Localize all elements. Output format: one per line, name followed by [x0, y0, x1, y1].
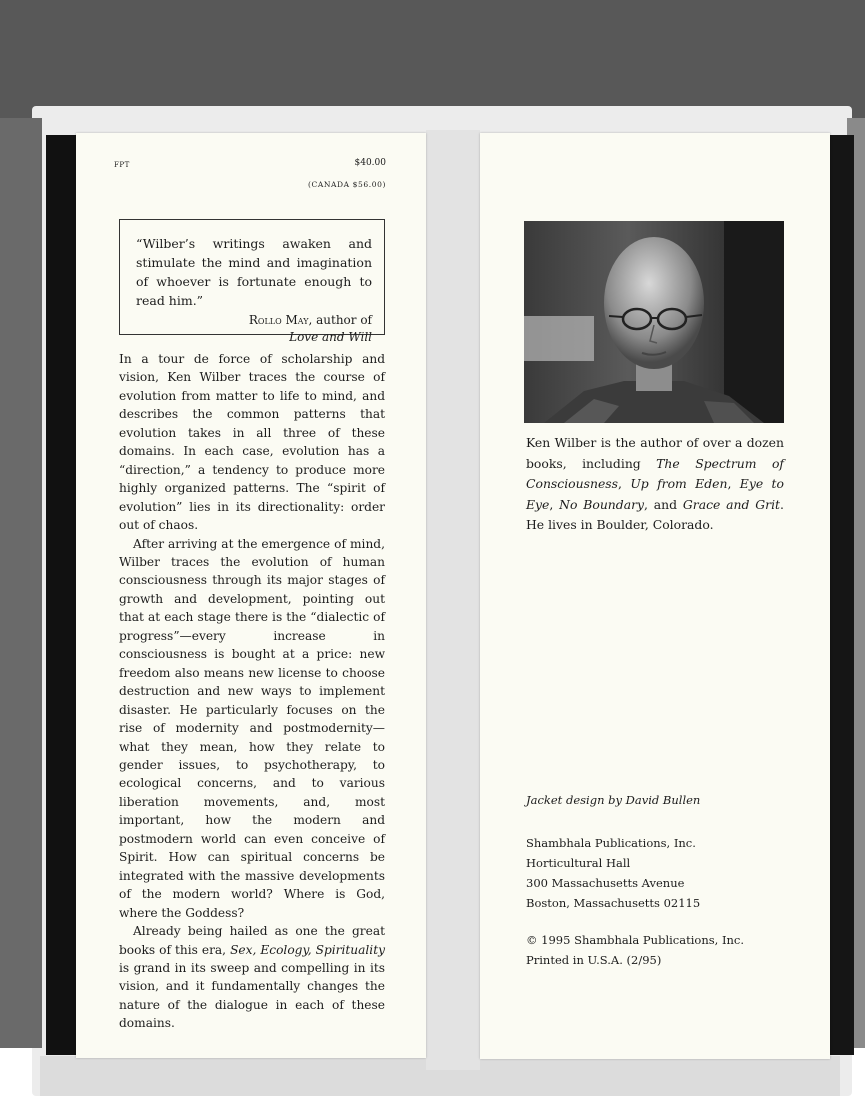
bio-sep-1: , — [618, 476, 631, 491]
bio-book-4: No Boundary — [559, 496, 645, 512]
bio-sep-4: , and — [644, 496, 683, 512]
endorser-work: Love and Will — [289, 330, 372, 344]
author-photo — [524, 221, 784, 423]
publisher-line: Horticultural Hall — [526, 856, 631, 870]
jacket-design-credit: Jacket design by David Bullen — [526, 793, 701, 807]
book-description — [119, 350, 385, 1033]
author-bio — [526, 433, 784, 536]
endorsement-attribution — [136, 312, 372, 346]
copyright-notice — [526, 930, 744, 970]
copyright-line: © 1995 Shambhala Publications, Inc. — [526, 933, 744, 947]
jacket-edge-left — [46, 135, 80, 1055]
jacket-edge-right — [826, 135, 854, 1055]
publisher-address — [526, 833, 700, 913]
bio-book-3: Eye to Eye — [526, 476, 784, 512]
para3-book-title: Sex, Ecology, Spirituality — [230, 942, 385, 957]
endorsement-box — [119, 219, 385, 344]
bio-sep-3: , — [549, 496, 560, 512]
endorser-name: Rollo May — [248, 313, 309, 327]
scanner-background — [0, 0, 865, 118]
para3-start: Already being hailed as one the great books of this era, — [119, 924, 385, 957]
bio-book-5: Grace and Grit — [682, 496, 781, 512]
bio-book-2: Up from Eden — [630, 476, 728, 491]
publisher-line: Shambhala Publications, Inc. — [526, 836, 696, 850]
price: $40.00 — [354, 158, 386, 168]
description-paragraph-2: After arriving at the emergence of mind, Wilber traces the evolution of human consciousness through its major stages of growth and development, pointing out that at each stage there is the “dialectic of progress”—every increase in consciousness is bought at a price: new freedom also means new license to choose destruction and new ways to implement disaster. He particularly focuses on the rise of modernity and postmodernity—what they mean, how they relate to gender issues, to psychotherapy, to ecological concerns, and to various liberation movements, and, most important, how the modern and postmodern world can even conceive of Spirit. How can spiritual concerns be integrated with the massive developments of the modern world? Where is God, where the Goddess? — [119, 536, 385, 920]
bio-sep-2: , — [727, 476, 740, 491]
endorsement-quote: “Wilber’s writings awaken and stimulate the mind and imagination of whoever is fortunate enough to read him.” — [136, 236, 372, 308]
publisher-line: Boston, Massachusetts 02115 — [526, 896, 701, 910]
copyright-line: Printed in U.S.A. (2/95) — [526, 953, 662, 967]
price-canada: (CANADA $56.00) — [307, 180, 386, 189]
bio-start: Ken Wilber is the author of over a dozen books, including — [526, 435, 784, 471]
product-code: FPT — [114, 161, 130, 169]
front-flap — [76, 133, 426, 1058]
back-flap — [480, 133, 830, 1059]
bio-end: . He lives in Boulder, Colorado. — [526, 496, 784, 532]
description-paragraph-3 — [119, 922, 385, 1033]
flap-gap — [426, 130, 480, 1070]
bio-book-1: The Spectrum of Consciousness — [526, 455, 784, 491]
description-paragraph-1: In a tour de force of scholarship and vision, Ken Wilber traces the course of evolution from matter to life to mind, and describes the common patterns that evolution takes in all three of these domains. In each case, evolution has a “direction,” a tendency to produce more highly organized patterns. The “spirit of evolution” lies in its directionality: order out of chaos. — [119, 352, 385, 533]
para3-end: is grand in its sweep and compelling in its vision, and it fundamentally changes the nature of the dialogue in each of these domains. — [119, 960, 385, 1031]
endorser-suffix: , author of — [308, 313, 372, 327]
publisher-line: 300 Massachusetts Avenue — [526, 876, 685, 890]
scanner-edge-left — [0, 118, 42, 1048]
